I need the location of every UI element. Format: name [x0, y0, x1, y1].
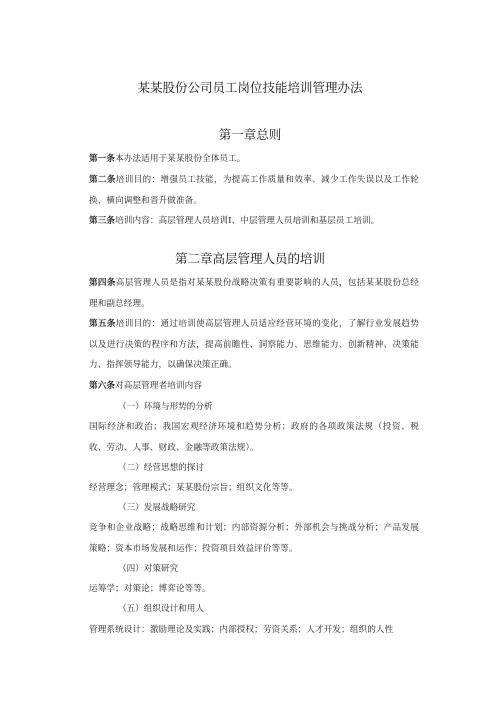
section-4-heading: （四）对策研究 [118, 564, 179, 574]
article-1 [89, 149, 419, 170]
section-1-text: 国际经济和政治；我国宏观经济环境和趋势分析；政府的各项政策法规（投资、税收、劳动、人事、财政、金融等政策法规）。 [89, 422, 419, 453]
article-4 [89, 273, 419, 314]
document-title: 某某股份公司员工岗位技能培训管理办法 [137, 80, 363, 95]
section-5-heading: （五）组织设计和用人 [118, 604, 204, 614]
chapter-2-heading: 第二章高层管理人员的培训 [174, 251, 325, 266]
article-text: 培训内容：高层管理人员培训Ⅰ、中层管理人员培训和基层员工培训。 [115, 216, 380, 226]
article-text: 培训目的：增强员工技能，为提高工作质量和效率、减少工作失误以及工作轮换、横向调整和晋升做准备。 [89, 175, 419, 206]
article-6 [89, 376, 419, 397]
article-2 [89, 170, 419, 211]
section-3-text: 竞争和企业战略；战略思维和计划；内部资源分析；外部机会与挑战分析；产品发展策略；资本市场发展和运作；投资项目效益评价等等。 [89, 523, 419, 554]
article-label: 第五条 [89, 319, 116, 329]
chapter-1-heading: 第一章总则 [218, 127, 282, 142]
section-2-text: 经营理念；管理模式；某某股份宗旨；组织文化等等。 [89, 483, 298, 493]
section-5-text: 管理系统设计：激励理论及实践；内部授权；劳资关系；人才开发；组织的人性 [89, 625, 394, 635]
section-4-text: 运筹学；对策论；博弈论等等。 [89, 584, 211, 594]
article-label: 第一条 [89, 154, 116, 164]
article-text: 对高层管理者培训内容 [115, 381, 203, 391]
article-label: 第三条 [89, 216, 116, 226]
section-1-heading: （一）环境与形势的分析 [118, 402, 213, 412]
article-text: 本办法适用于某某股份全体员工。 [115, 154, 246, 164]
article-label: 第四条 [89, 278, 116, 288]
article-text: 培训目的：通过培训使高层管理人员适应经营环境的变化，了解行业发展趋势以及进行决策的程序和方法，提高前瞻性、洞察能力、思维能力、创新精神、决策能力、指挥领导能力，以确保决策正确。 [89, 319, 419, 370]
section-2-heading: （二）经营思想的探讨 [118, 463, 204, 473]
article-5 [89, 314, 419, 376]
article-label: 第六条 [89, 381, 116, 391]
article-text: 高层管理人员是指对某某股份战略决策有重要影响的人员，包括某某股份总经理和副总经理。 [89, 278, 419, 309]
article-3 [89, 211, 419, 232]
section-3-heading: （三）发展战略研究 [118, 503, 196, 513]
article-label: 第二条 [89, 175, 116, 185]
